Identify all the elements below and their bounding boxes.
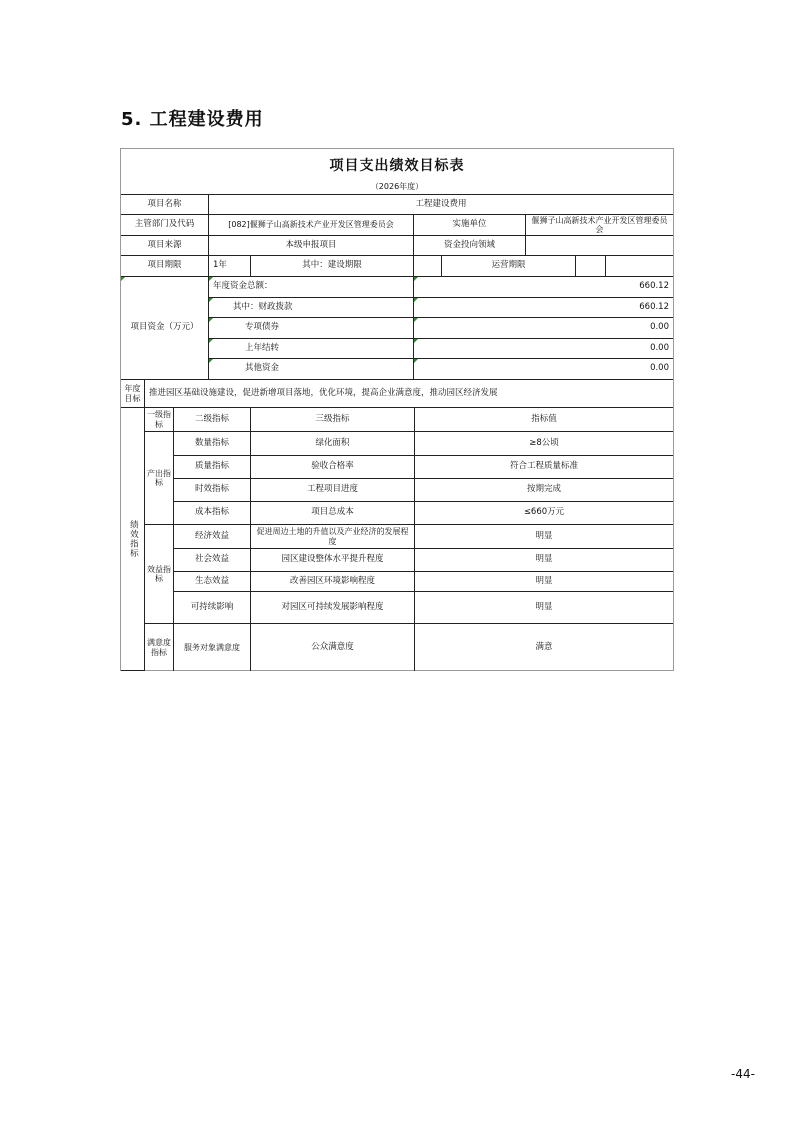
benefit-l2-ecological: 生态效益 [174,572,251,592]
table-grid [121,194,673,671]
goal-value: 推进园区基础设施建设，促进新增项目落地，优化环境，提高企业满意度，推动园区经济发展 [145,380,673,408]
period-label: 项目期限 [121,256,209,277]
output-label: 产出指标 [145,432,174,525]
output-val-quality: 符合工程质量标准 [415,456,673,479]
benefit-l2-sustainable: 可持续影响 [174,592,251,624]
output-l3-timeliness: 工程项目进度 [251,479,415,502]
invest-value [526,236,673,256]
invest-label: 资金投向领域 [414,236,526,256]
benefit-l3-social: 园区建设整体水平提升程度 [251,549,415,572]
output-l2-cost: 成本指标 [174,502,251,525]
output-val-quantity: ≥8公顷 [415,432,673,456]
project-name-value: 工程建设费用 [209,195,673,215]
benefit-l2-social: 社会效益 [174,549,251,572]
satisfaction-val: 满意 [535,641,553,652]
funds-fiscal-value: 660.12 [414,298,673,318]
funds-total-value: 660.12 [414,277,673,298]
satisfaction-l3: 公众满意度 [251,624,415,671]
output-l2-quality: 质量指标 [174,456,251,479]
hdr-l2: 二级指标 [174,408,251,432]
dept-value: [082]偃狮子山高新技术产业开发区管理委员会 [209,215,414,236]
build-period-label: 其中：建设期限 [251,256,414,277]
output-val-cost: ≤660万元 [415,502,673,525]
funds-other-value: 0.00 [414,359,673,380]
funds-bond-value: 0.00 [414,318,673,339]
performance-target-table [120,148,674,671]
satisfaction-l2: 服务对象满意度 [174,624,251,671]
source-value: 本级申报项目 [209,236,414,256]
funds-bond-label: 专项债券 [209,318,414,339]
output-l3-quality: 验收合格率 [251,456,415,479]
op-period-extra [606,256,673,277]
benefit-val-sustainable: 明显 [415,592,673,624]
benefit-val-ecological: 明显 [415,572,673,592]
output-l3-quantity: 绿化面积 [251,432,415,456]
table-year: （2026年度） [370,182,424,191]
funds-label: 项目资金（万元） [121,277,209,380]
benefit-val-social: 明显 [415,549,673,572]
benefit-l2-economic: 经济效益 [174,525,251,549]
period-value: 1年 [209,256,251,277]
project-name-label: 项目名称 [121,195,209,215]
source-label: 项目来源 [121,236,209,256]
perf-label: 绩效指标 [121,408,145,671]
hdr-l3: 三级指标 [251,408,415,432]
funds-carryover-value: 0.00 [414,339,673,359]
benefit-val-economic: 明显 [415,525,673,549]
section-heading: 5. 工程建设费用 [121,109,264,130]
output-l2-timeliness: 时效指标 [174,479,251,502]
impl-value: 偃狮子山高新技术产业开发区管理委员会 [526,215,673,236]
output-l3-cost: 项目总成本 [251,502,415,525]
funds-fiscal-label: 其中：财政拨款 [209,298,414,318]
satisfaction-label: 满意度指标 [145,624,174,671]
table-title: 项目支出绩效目标表 [329,158,465,174]
output-l2-quantity: 数量指标 [174,432,251,456]
op-period-label: 运营期限 [442,256,576,277]
benefit-l3-economic: 促进周边土地的升值以及产业经济的发展程度 [251,525,415,549]
funds-other-label: 其他资金 [209,359,414,380]
output-val-timeliness: 按期完成 [415,479,673,502]
benefit-l3-sustainable: 对园区可持续发展影响程度 [251,592,415,624]
benefit-l3-ecological: 改善园区环境影响程度 [251,572,415,592]
op-period-value [576,256,606,277]
hdr-val: 指标值 [415,408,673,432]
benefit-label: 效益指标 [145,525,174,624]
page-number: -44- [731,1067,755,1081]
goal-label: 年度目标 [121,380,145,408]
dept-label: 主管部门及代码 [121,215,209,236]
hdr-l1: 一级指标 [145,408,174,432]
funds-total-label: 年度资金总额： [209,277,414,298]
build-period-value [414,256,442,277]
funds-carryover-label: 上年结转 [209,339,414,359]
impl-label: 实施单位 [414,215,526,236]
